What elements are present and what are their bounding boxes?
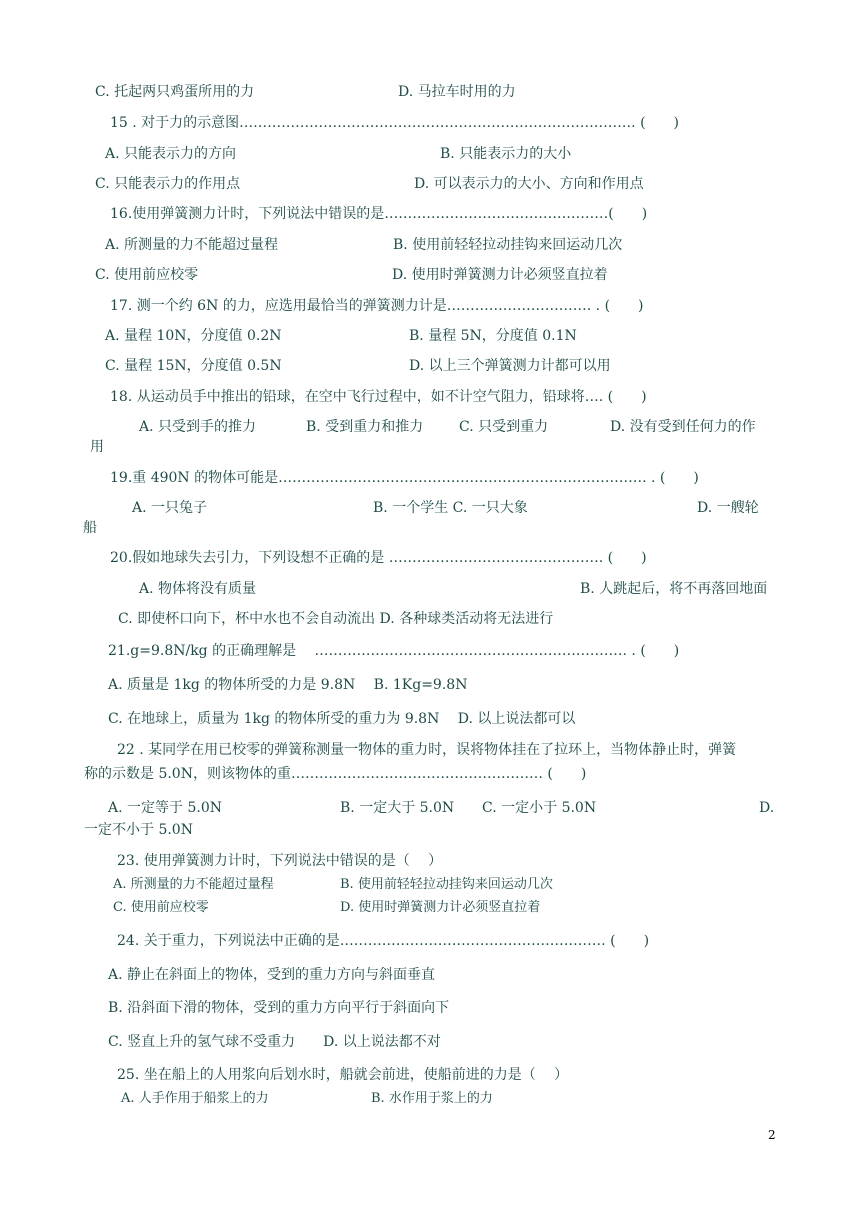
q22-option-c: C. 一定小于 5.0N <box>482 800 597 816</box>
q23-option-c: C. 使用前应校零 <box>113 900 209 915</box>
q17-stem: 17. 测一个约 6N 的力，应选用最恰当的弹簧测力计是…………………………. . ( ) <box>110 298 644 314</box>
q15-option-c: C. 只能表示力的作用点 <box>95 176 241 192</box>
q25-option-a: A. 人手作用于船浆上的力 <box>121 1091 269 1106</box>
q21-stem: 21.g=9.8N/kg 的正确理解是 …………………………………………………………. . ( ) <box>108 643 680 659</box>
q14-option-d: D. 马拉车时用的力 <box>398 84 516 100</box>
q15-option-b: B. 只能表示力的大小 <box>440 146 572 162</box>
q24-option-b: B. 沿斜面下滑的物体，受到的重力方向平行于斜面向下 <box>108 1000 450 1016</box>
q19-option-b-c: B. 一个学生 C. 一只大象 <box>373 500 528 516</box>
q18-option-d: D. 没有受到任何力的作 <box>610 419 756 435</box>
page-number: 2 <box>768 1128 776 1142</box>
q19-option-d: D. 一艘轮 <box>697 500 759 516</box>
q20-option-c-d: C. 即使杯口向下，杯中水也不会自动流出 D. 各种球类活动将无法进行 <box>118 611 554 627</box>
q23-option-a: A. 所测量的力不能超过量程 <box>113 877 274 892</box>
q16-option-a: A. 所测量的力不能超过量程 <box>105 237 279 253</box>
q16-option-b: B. 使用前轻轻拉动挂钩来回运动几次 <box>393 237 623 253</box>
q22-option-b: B. 一定大于 5.0N <box>340 800 455 816</box>
q23-stem: 23. 使用弹簧测力计时，下列说法中错误的是（ ） <box>117 853 443 869</box>
q22-option-d: D. <box>759 800 775 816</box>
q21-option-a-b: A. 质量是 1kg 的物体所受的力是 9.8N B. 1Kg=9.8N <box>108 677 468 693</box>
q22-option-a: A. 一定等于 5.0N <box>108 800 222 816</box>
q25-option-b: B. 水作用于浆上的力 <box>371 1091 493 1106</box>
q20-option-b: B. 人跳起后，将不再落回地面 <box>580 581 768 597</box>
q18-option-d-continued: 用 <box>90 439 104 455</box>
q24-option-c-d: C. 竖直上升的氢气球不受重力 D. 以上说法都不对 <box>108 1034 441 1050</box>
q19-option-a: A. 一只兔子 <box>132 500 208 516</box>
q24-option-a: A. 静止在斜面上的物体，受到的重力方向与斜面垂直 <box>108 967 436 983</box>
q17-option-c: C. 量程 15N，分度值 0.5N <box>105 358 282 374</box>
q20-option-a: A. 物体将没有质量 <box>139 581 257 597</box>
q20-stem: 20.假如地球失去引力，下列设想不正确的是 ………………………………………. ( ) <box>110 550 647 566</box>
q15-stem: 15 . 对于力的示意图…………………………………………………………………………. ( ) <box>110 115 679 131</box>
q16-stem: 16.使用弹簧测力计时，下列说法中错误的是…………………………………………( ) <box>110 206 648 222</box>
q19-option-d-continued: 船 <box>83 520 97 536</box>
q22-stem-line1: 22 . 某同学在用已校零的弹簧称测量一物体的重力时，误将物体挂在了拉环上，当物体静止时，弹簧 <box>117 742 737 758</box>
q19-stem: 19.重 490N 的物体可能是……………………………………………………………………. . ( ) <box>110 470 699 486</box>
q25-stem: 25. 坐在船上的人用浆向后划水时，船就会前进，使船前进的力是（ ） <box>117 1067 569 1083</box>
q15-option-a: A. 只能表示力的方向 <box>105 146 237 162</box>
q17-option-d: D. 以上三个弹簧测力计都可以用 <box>409 358 611 374</box>
q18-option-a: A. 只受到手的推力 <box>139 419 257 435</box>
q22-option-d-continued: 一定不小于 5.0N <box>84 822 193 838</box>
q16-option-d: D. 使用时弹簧测力计必须竖直拉着 <box>392 267 608 283</box>
q16-option-c: C. 使用前应校零 <box>95 267 199 283</box>
q17-option-b: B. 量程 5N，分度值 0.1N <box>409 328 577 344</box>
q23-option-b: B. 使用前轻轻拉动挂钩来回运动几次 <box>340 877 553 892</box>
q23-option-d: D. 使用时弹簧测力计必须竖直拉着 <box>340 900 541 915</box>
q18-stem: 18. 从运动员手中推出的铅球，在空中飞行过程中，如不计空气阻力，铅球将…. ( ) <box>110 389 647 405</box>
q18-option-b: B. 受到重力和推力 <box>306 419 424 435</box>
q21-option-c-d: C. 在地球上，质量为 1kg 的物体所受的重力为 9.8N D. 以上说法都可以 <box>108 711 576 727</box>
q14-option-c: C. 托起两只鸡蛋所用的力 <box>95 84 255 100</box>
q17-option-a: A. 量程 10N，分度值 0.2N <box>105 328 282 344</box>
q22-stem-line2: 称的示数是 5.0N，则该物体的重……………………………………………… ( ) <box>84 766 587 782</box>
q18-option-c: C. 只受到重力 <box>459 419 549 435</box>
q15-option-d: D. 可以表示力的大小、方向和作用点 <box>414 176 644 192</box>
q24-stem: 24. 关于重力，下列说法中正确的是………………………………………………… ( ) <box>117 933 650 949</box>
